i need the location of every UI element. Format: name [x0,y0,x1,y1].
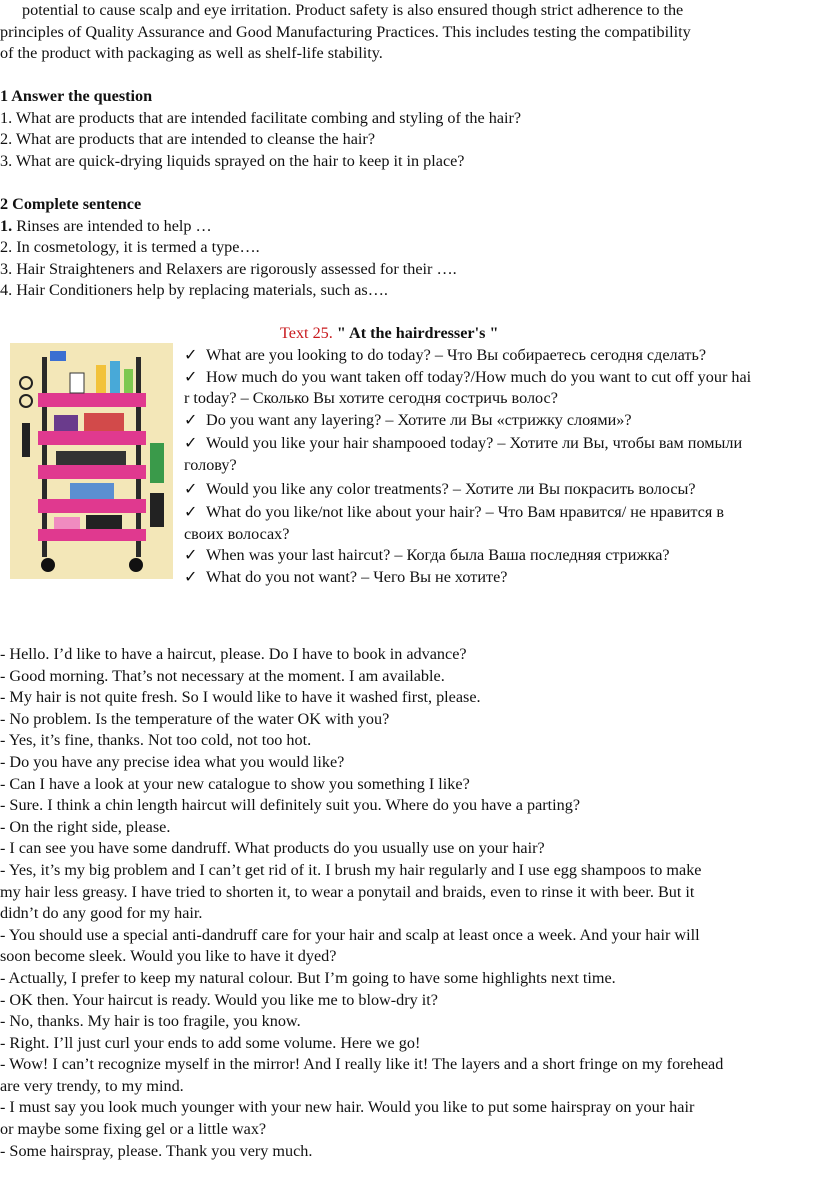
item-number: 1. [0,216,13,235]
dialogue-line: - Do you have any precise idea what you would like? [0,752,345,771]
dialogue-line: soon become sleek. Would you like to have it dyed? [0,947,337,966]
list-item: ✓ Would you like your hair shampooed today? – Хотите ли Вы, чтобы вам помыли [184,433,816,455]
section-heading: 2 Complete sentence [0,195,142,213]
dialogue-line: - Sure. I think a chin length haircut will definitely suit you. Where do you have a parting? [0,796,581,815]
intro-line: of the product with packaging as well as shelf-life stability. [0,44,383,63]
dialogue-line: - Yes, it’s fine, thanks. Not too cold, not too hot. [0,731,312,750]
sentence-item: 4. Hair Conditioners help by replacing materials, such as…. [0,281,388,300]
dialogue-line: - Hello. I’d like to have a haircut, please. Do I have to book in advance? [0,645,467,663]
intro-line: principles of Quality Assurance and Good Manufacturing Practices. This includes testing the compatibility [0,22,691,41]
checkmark-icon: ✓ [184,434,198,453]
dialogue-line: - OK then. Your haircut is ready. Would you like me to blow-dry it? [0,990,438,1009]
dialogue-line: - Can I have a look at your new catalogue to show you something I like? [0,774,470,793]
question-list [184,345,816,589]
dialogue [0,644,816,1162]
dialogue-line: - Yes, it’s my big problem and I can’t get rid of it. I brush my hair regularly and I use egg shampoos to make [0,860,702,879]
question-item: 2. What are products that are intended to cleanse the hair? [0,130,375,149]
dialogue-line: my hair less greasy. I have tried to shorten it, to wear a ponytail and braids, even to rinse it with beer. But it [0,882,695,901]
list-item: ✓ How much do you want taken off today?/How much do you want to cut off your hai [184,367,816,389]
dialogue-line: - Good morning. That’s not necessary at the moment. I am available. [0,666,445,685]
section-complete-sentence [0,194,816,302]
sentence-item: 3. Hair Straighteners and Relaxers are rigorously assessed for their …. [0,259,457,278]
checkmark-icon: ✓ [184,367,198,386]
checkmark-icon: ✓ [184,346,198,364]
dialogue-line: - Some hairspray, please. Thank you very much. [0,1141,313,1160]
dialogue-line: - Wow! I can’t recognize myself in the mirror! And I really like it! The layers and a short fringe on my forehead [0,1055,724,1074]
list-item-continuation: своих волосах? [184,524,290,543]
section-heading: 1 Answer the question [0,87,153,105]
dialogue-line: - Actually, I prefer to keep my natural colour. But I’m going to have some highlights next time. [0,968,616,987]
item-text: Rinses are intended to help … [12,216,212,235]
list-item: ✓ Do you want any layering? – Хотите ли Вы «стрижку слоями»? [184,410,816,432]
list-item: ✓ What do you like/not like about your hair? – Что Вам нравится/ не нравится в [184,502,816,524]
dialogue-line: - My hair is not quite fresh. So I would like to have it washed first, please. [0,688,481,707]
dialogue-line: are very trendy, to my mind. [0,1076,184,1095]
dialogue-line: - I must say you look much younger with your new hair. Would you like to put some hairspray on your hair [0,1098,695,1117]
dialogue-line: or maybe some fixing gel or a little wax? [0,1120,267,1139]
text-label: Text 25. [280,324,333,342]
dialogue-line: - I can see you have some dandruff. What products do you usually use on your hair? [0,839,545,858]
dialogue-line: - On the right side, please. [0,817,171,836]
list-item: ✓ What do you not want? – Чего Вы не хотите? [184,567,816,589]
checkmark-icon: ✓ [184,479,198,498]
intro-line: potential to cause scalp and eye irritation. Product safety is also ensured though strict adherence to the [22,1,684,19]
list-item: ✓ What are you looking to do today? – Что Вы собираетесь сегодня сделать? [184,345,816,367]
dialogue-line: - You should use a special anti-dandruff care for your hair and scalp at least once a week. And your hair will [0,925,700,944]
sentence-item [0,216,816,238]
list-item-continuation: r today? – Сколько Вы хотите сегодня состричь волос? [184,389,558,408]
question-item: 1. What are products that are intended facilitate combing and styling of the hair? [0,108,522,127]
dialogue-line: didn’t do any good for my hair. [0,904,203,923]
hairdresser-cart-illustration [10,343,173,579]
sentence-item: 2. In cosmetology, it is termed a type…. [0,238,260,257]
checkmark-icon: ✓ [184,410,198,429]
text-title-caption: " At the hairdresser's " [332,324,499,342]
checkmark-icon: ✓ [184,503,198,522]
dialogue-line: - Right. I’ll just curl your ends to add some volume. Here we go! [0,1033,421,1052]
checkmark-icon: ✓ [184,567,198,586]
list-item-continuation: голову? [184,455,237,474]
section-answer-question [0,86,816,172]
dialogue-line: - No problem. Is the temperature of the water OK with you? [0,709,390,728]
text-title [280,323,580,345]
checkmark-icon: ✓ [184,546,198,565]
dialogue-line: - No, thanks. My hair is too fragile, you know. [0,1012,301,1031]
intro-paragraph [0,0,816,65]
list-item: ✓ Would you like any color treatments? – Хотите ли Вы покрасить волосы? [184,479,816,501]
question-item: 3. What are quick-drying liquids sprayed on the hair to keep it in place? [0,151,465,170]
list-item: ✓ When was your last haircut? – Когда была Ваша последняя стрижка? [184,545,816,567]
